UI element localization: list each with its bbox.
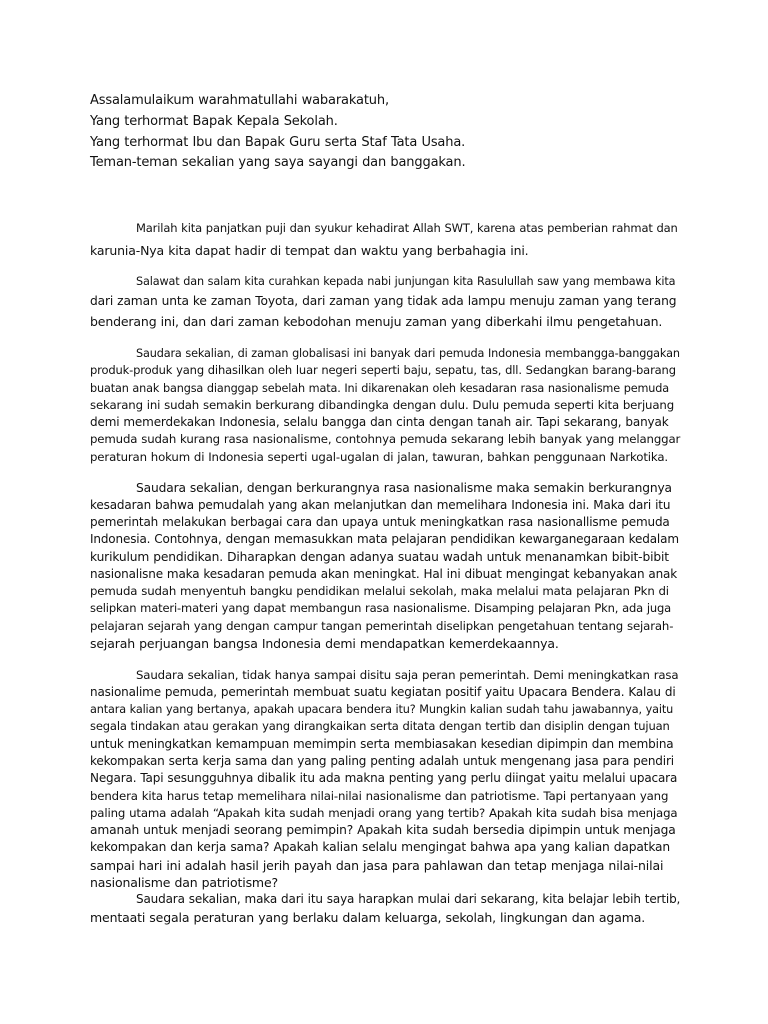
- paragraph-line: nasionalime pemuda, pemerintah membuat suatu kegiatan positif yaitu Upacara Bendera. Kalau di: [90, 685, 676, 699]
- paragraph-line: Saudara sekalian, maka dari itu saya harapkan mulai dari sekarang, kita belajar lebih tertib,: [136, 892, 681, 906]
- paragraph-line: dari zaman unta ke zaman Toyota, dari zaman yang tidak ada lampu menuju zaman yang terang: [90, 294, 677, 308]
- paragraph-line: pelajaran sejarah yang dengan campur tangan pemerintah diselipkan pengetahuan tentang sejarah-: [90, 619, 674, 633]
- paragraph-line: Saudara sekalian, dengan berkurangnya rasa nasionalisme maka semakin berkurangnya: [136, 481, 672, 495]
- greeting-line-salam: Assalamulaikum warahmatullahi wabarakatuh,: [90, 93, 389, 108]
- paragraph-line: benderang ini, dan dari zaman kebodohan menuju zaman yang diberkahi ilmu pengetahuan.: [90, 314, 663, 329]
- greeting-line-kepala-sekolah: Yang terhormat Bapak Kepala Sekolah.: [90, 114, 338, 129]
- paragraph-line: buatan anak bangsa dianggap sebelah mata. Ini dikarenakan oleh kesadaran rasa nasionalisme pemuda: [90, 382, 670, 395]
- paragraph-line: bendera kita harus tetap memelihara nilai-nilai nasionalisme dan patriotisme. Tapi pertanyaan yang: [90, 789, 669, 803]
- paragraph-line: Indonesia. Contohnya, dengan memasukkan mata pelajaran pendidikan kewarganegaraan kedalam: [90, 532, 679, 546]
- paragraph-line: Negara. Tapi sesungguhnya dibalik itu ada makna penting yang perlu diingat yaitu melalui upacara: [90, 771, 678, 785]
- paragraph-line: sekarang ini sudah semakin berkurang dibandingka dengan dulu. Dulu pemuda seperti kita berjuang: [90, 398, 675, 412]
- paragraph-line: Salawat dan salam kita curahkan kepada nabi junjungan kita Rasulullah saw yang membawa kita: [136, 275, 676, 288]
- paragraph-line: selipkan materi-materi yang dapat membangun rasa nasionalisme. Disamping pelajaran Pkn, ada juga: [90, 601, 672, 615]
- paragraph-line: demi memerdekakan Indonesia, selalu bangga dan cinta dengan tanah air. Tapi sekarang, banyak: [90, 415, 669, 429]
- paragraph-line: nasionalisme dan patriotisme?: [90, 875, 278, 890]
- paragraph-line: paling utama adalah “Apakah kita sudah menjadi orang yang tertib? Apakah kita sudah bisa menjaga: [90, 806, 678, 820]
- paragraph-line: kekompakan dan kerja sama? Apakah kalian selalu mengingat bahwa apa yang kalian dapatkan: [90, 840, 671, 854]
- paragraph-line: pemuda sudah menyentuh bangku pendidikan melalui sekolah, maka melalui mata pelajaran Pkn di: [90, 584, 669, 598]
- paragraph-line: untuk meningkatkan kemampuan memimpin serta membiasakan kesedian dipimpin dan membina: [90, 737, 674, 751]
- paragraph-line: kekompakan serta kerja sama dan yang paling penting adalah untuk mengenang jasa para pendiri: [90, 754, 674, 768]
- paragraph-line: peraturan hokum di Indonesia seperti ugal-ugalan di jalan, tawuran, bahkan penggunaan Narkotika.: [90, 450, 668, 464]
- greeting-line-teman: Teman-teman sekalian yang saya sayangi dan banggakan.: [90, 155, 466, 170]
- greeting-line-guru: Yang terhormat Ibu dan Bapak Guru serta Staf Tata Usaha.: [90, 135, 466, 150]
- paragraph-line: sejarah perjuangan bangsa Indonesia demi mendapatkan kemerdekaannya.: [90, 636, 559, 651]
- paragraph-line: amanah untuk menjadi seorang pemimpin? Apakah kita sudah bersedia dipimpin untuk menjaga: [90, 823, 676, 837]
- paragraph-line: kesadaran bahwa pemudalah yang akan melanjutkan dan memelihara Indonesia ini. Maka dari itu: [90, 498, 671, 512]
- paragraph-line: Marilah kita panjatkan puji dan syukur kehadirat Allah SWT, karena atas pemberian rahmat dan: [136, 221, 678, 235]
- paragraph-line: segala tindakan atau gerakan yang dirangkaikan serta ditata dengan tertib dan disiplin dengan tujuan: [90, 719, 670, 733]
- paragraph-line: Saudara sekalian, di zaman globalisasi ini banyak dari pemuda Indonesia membangga-banggakan: [136, 347, 680, 360]
- paragraph-line: sampai hari ini adalah hasil jerih payah dan jasa para pahlawan dan tetap menjaga nilai-nilai: [90, 858, 664, 873]
- paragraph-line: Saudara sekalian, tidak hanya sampai disitu saja peran pemerintah. Demi meningkatkan rasa: [136, 668, 679, 682]
- paragraph-line: pemerintah melakukan berbagai cara dan upaya untuk meningkatkan rasa nasionallisme pemuda: [90, 515, 670, 529]
- paragraph-line: pemuda sudah kurang rasa nasionalisme, contohnya pemuda sekarang lebih banyak yang melanggar: [90, 432, 681, 446]
- paragraph-line: nasionalisne maka kesadaran pemuda akan meningkat. Hal ini dibuat mengingat kebanyakan anak: [90, 567, 678, 581]
- paragraph-line: antara kalian yang bertanya, apakah upacara bendera itu? Mungkin kalian sudah tahu jawabannya, yaitu: [90, 703, 674, 716]
- paragraph-line: karunia-Nya kita dapat hadir di tempat dan waktu yang berbahagia ini.: [90, 243, 529, 258]
- paragraph-line: produk-produk yang dihasilkan oleh luar negeri seperti baju, sepatu, tas, dll. Sedangkan barang-barang: [90, 363, 676, 377]
- paragraph-line: kurikulum pendidikan. Diharapkan dengan adanya suatau wadah untuk menanamkan bibit-bibit: [90, 550, 669, 564]
- paragraph-line: mentaati segala peraturan yang berlaku dalam keluarga, sekolah, lingkungan dan agama.: [90, 910, 646, 925]
